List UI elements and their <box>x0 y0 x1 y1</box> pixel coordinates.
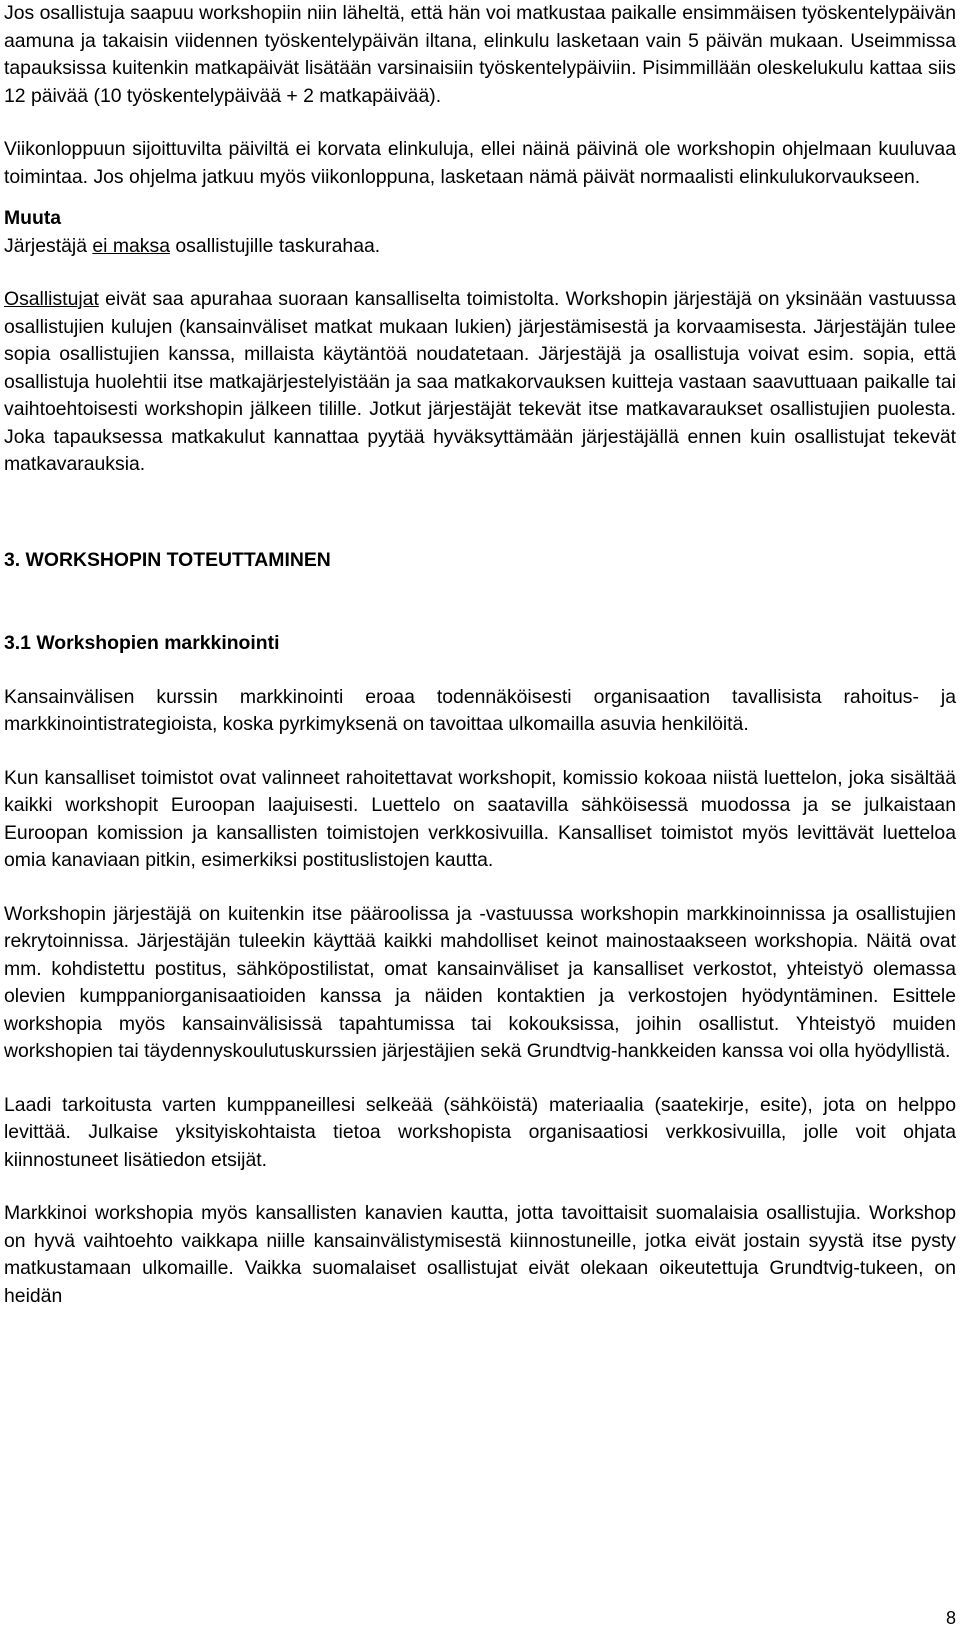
paragraph-pocket-money <box>4 233 956 261</box>
paragraph-marketing-intro: Kansainvälisen kurssin markkinointi eroaa todennäköisesti organisaation tavallisista rahoitus- ja markkinointistrategioista, koska pyrkimyksenä on tavoittaa ulkomailla asuvia henkilöitä. <box>4 685 956 735</box>
paragraph-materials: Laadi tarkoitusta varten kumppaneillesi selkeää (sähköistä) materiaalia (saatekirje, esite), jota on helppo levittää. Julkaise yksityiskohtaista tietoa workshopista organisaatiosi verkkosivuilla, jolle voit ohjata kiinnostuneet lisätiedon etsijät. <box>4 1093 956 1171</box>
pocket-money-text-a: Järjestäjä <box>4 234 93 257</box>
paragraph-weekend-days: Viikonloppuun sijoittuvilta päiviltä ei korvata elinkuluja, ellei näinä päivinä ole workshopin ohjelmaan kuuluvaa toimintaa. Jos ohjelma jatkuu myös viikonloppuna, lasketaan nämä päivät normaalisti elinkulukorvaukseen. <box>4 138 956 188</box>
paragraph-organiser-role: Workshopin järjestäjä on kuitenkin itse pääroolissa ja -vastuussa workshopin markkinoinnissa ja osallistujien rekrytoinnissa. Järjestäjän tuleekin käyttää kaikki mahdolliset keinot mainostaakseen workshopia. Näitä ovat mm. kohdistettu postitus, sähköpostilistat, omat kansainväliset ja kansalliset verkostot, yhteistyö olemassa olevien kumppaniorganisaatioiden kanssa ja näiden kontaktien ja verkostojen hyödyntäminen. Esittele workshopia myös kansainvälisissä tapahtumissa tai kokouksissa, joihin osallistut. Yhteistyö muiden workshopien tai täydennyskoulutuskurssien järjestäjien sekä Grundtvig-hankkeiden kanssa voi olla hyödyllistä. <box>4 902 956 1062</box>
subsection-heading: 3.1 Workshopien markkinointi <box>4 632 280 654</box>
paragraph-travel-days: Jos osallistuja saapuu workshopiin niin läheltä, että hän voi matkustaa paikalle ensimmäisen työskentelypäivän aamuna ja takaisin viidennen työskentelypäivän iltana, elinkulu lasketaan vain 5 päivän mukaan. Useimmissa tapauksissa kuitenkin matkapäivät lisätään varsinaisiin työskentelypäiviin. Pisimmillään oleskelukulu kattaa siis 12 päivää (10 työskentelypäivää + 2 matkapäivää). <box>4 2 956 107</box>
participant-grants-text: eivät saa apurahaa suoraan kansalliselta toimistolta. Workshopin järjestäjä on yksinään vastuussa osallistujien kulujen (kansainväliset matkat mukaan lukien) järjestämisestä ja korvaamisesta. Järjestäjän tulee sopia osallistujien kanssa, millaista käytäntöä noudatetaan. Järjestäjä ja osallistuja voivat esim. sopia, että osallistuja huolehtii itse matkajärjestelyistään ja saa matkakorvauksen kuitteja vastaan saavuttuaan paikalle tai vaihtoehtoisesti workshopin jälkeen tilille. Jotkut järjestäjät tekevät itse matkavaraukset osallistujien puolesta. Joka tapauksessa matkakulut kannattaa pyytää hyväksyttämään järjestäjällä ennen kuin osallistujat tekevät matkavarauksia. <box>4 288 956 475</box>
paragraph-participant-grants <box>4 286 956 479</box>
document-page <box>4 0 956 1310</box>
pocket-money-emphasis: ei maksa <box>92 234 170 257</box>
paragraph-national-channels: Markkinoi workshopia myös kansallisten kanavien kautta, jotta tavoittaisit suomalaisia osallistujia. Workshop on hyvä vaihtoehto vaikkapa niille kansainvälistymisestä kiinnostuneille, jotka eivät jostain syystä itse pysty matkustamaan ulkomaille. Vaikka suomalaiset osallistujat eivät olekaan oikeutettuja Grundtvig-tukeen, on heidän <box>4 1202 956 1307</box>
section-heading: 3. WORKSHOPIN TOTEUTTAMINEN <box>4 548 331 571</box>
paragraph-national-agencies: Kun kansalliset toimistot ovat valinneet rahoitettavat workshopit, komissio kokoaa niistä luettelon, joka sisältää kaikki workshopit Euroopan laajuisesti. Luettelo on saatavilla sähköisessä muodossa ja se julkaistaan Euroopan komission ja kansallisten toimistojen verkkosivuilla. Kansalliset toimistot myös levittävät luetteloa omia kanaviaan pitkin, esimerkiksi postituslistojen kautta. <box>4 766 956 871</box>
muuta-heading: Muuta <box>4 207 62 229</box>
pocket-money-text-c: osallistujille taskurahaa. <box>169 234 381 257</box>
participants-emphasis: Osallistujat <box>4 288 99 310</box>
page-number: 8 <box>945 1608 956 1628</box>
